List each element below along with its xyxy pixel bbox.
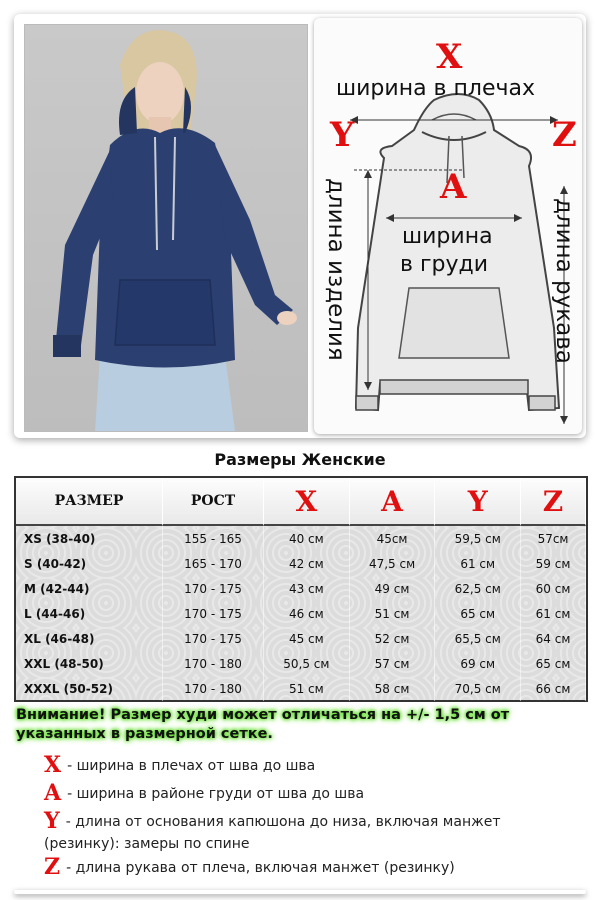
cell-height: 170 - 180 [163,676,264,701]
legend-letter-y: Y [44,808,60,834]
cell-a: 58 см [350,676,436,701]
cell-a: 52 см [350,626,436,651]
cell-x: 42 см [264,551,350,576]
chest-label-line1: ширина [402,224,493,249]
cell-height: 170 - 175 [163,601,264,626]
legend-item-z [44,856,574,879]
cell-x: 51 см [264,676,350,701]
legend-item-a [44,782,574,805]
table-row [16,626,586,651]
size-diagram [314,18,582,434]
table-row [16,676,586,701]
cell-size: M (42-44) [16,576,163,601]
cell-size: L (44-46) [16,601,163,626]
legend-item-y [44,810,574,855]
cell-size: S (40-42) [16,551,163,576]
cell-y: 59,5 см [435,526,521,551]
cell-height: 155 - 165 [163,526,264,551]
cell-z: 59 см [521,551,586,576]
size-table-title: Размеры Женские [214,450,386,469]
z-letter: Z [552,115,577,155]
header-z: Z [521,478,586,526]
legend-item-x [44,754,574,777]
cell-height: 170 - 175 [163,626,264,651]
cell-a: 47,5 см [350,551,436,576]
size-warning: Внимание! Размер худи может отличаться на +/- 1,5 см от указанных в размерной сетке. [16,707,510,742]
model-photo [24,24,308,432]
cell-x: 43 см [264,576,350,601]
cell-y: 70,5 см [435,676,521,701]
sleeve-label: длина рукава [551,198,577,364]
cell-z: 66 см [521,676,586,701]
legend-letter-a: A [44,780,62,806]
size-table [14,476,588,702]
product-card [14,14,586,438]
a-letter: A [440,167,467,207]
header-x: X [264,478,350,526]
legend-letter-z: Z [44,854,61,880]
cell-height: 165 - 170 [163,551,264,576]
legend-letter-x: X [44,752,62,778]
cell-y: 62,5 см [435,576,521,601]
cell-height: 170 - 175 [163,576,264,601]
y-letter: Y [330,115,355,155]
cell-a: 51 см [350,601,436,626]
cell-size: XL (46-48) [16,626,163,651]
header-height: РОСТ [163,478,264,526]
cell-y: 61 см [435,551,521,576]
header-y: Y [435,478,521,526]
legend-text-z: - длина рукава от плеча, включая манжет (резинку) [66,860,455,876]
table-row [16,651,586,676]
shoulder-label: ширина в плечах [336,76,535,101]
cell-a: 49 см [350,576,436,601]
cell-y: 65 см [435,601,521,626]
bottom-divider [14,890,586,894]
cell-size: XS (38-40) [16,526,163,551]
table-header-row [16,478,586,526]
cell-height: 170 - 180 [163,651,264,676]
cell-y: 65,5 см [435,626,521,651]
legend-text-a: - ширина в районе груди от шва до шва [67,786,365,802]
cell-z: 57см [521,526,586,551]
cell-a: 45см [350,526,436,551]
cell-x: 40 см [264,526,350,551]
table-row [16,551,586,576]
cell-z: 65 см [521,651,586,676]
cell-x: 46 см [264,601,350,626]
table-row [16,526,586,551]
table-row [16,576,586,601]
header-size: РАЗМЕР [16,478,163,526]
legend-text-x: - ширина в плечах от шва до шва [67,758,316,774]
header-a: A [350,478,436,526]
cell-z: 64 см [521,626,586,651]
cell-size: XXL (48-50) [16,651,163,676]
cell-z: 60 см [521,576,586,601]
x-letter: X [436,37,463,77]
legend-text-y: - длина от основания капюшона до низа, включая манжет (резинку): замеры по спине [44,814,501,852]
cell-y: 69 см [435,651,521,676]
cell-z: 61 см [521,601,586,626]
length-label: длина изделия [323,178,349,361]
table-row [16,601,586,626]
cell-x: 50,5 см [264,651,350,676]
chest-label-line2: в груди [400,252,489,277]
cell-size: XXXL (50-52) [16,676,163,701]
cell-a: 57 см [350,651,436,676]
model-illustration [25,25,307,431]
cell-x: 45 см [264,626,350,651]
